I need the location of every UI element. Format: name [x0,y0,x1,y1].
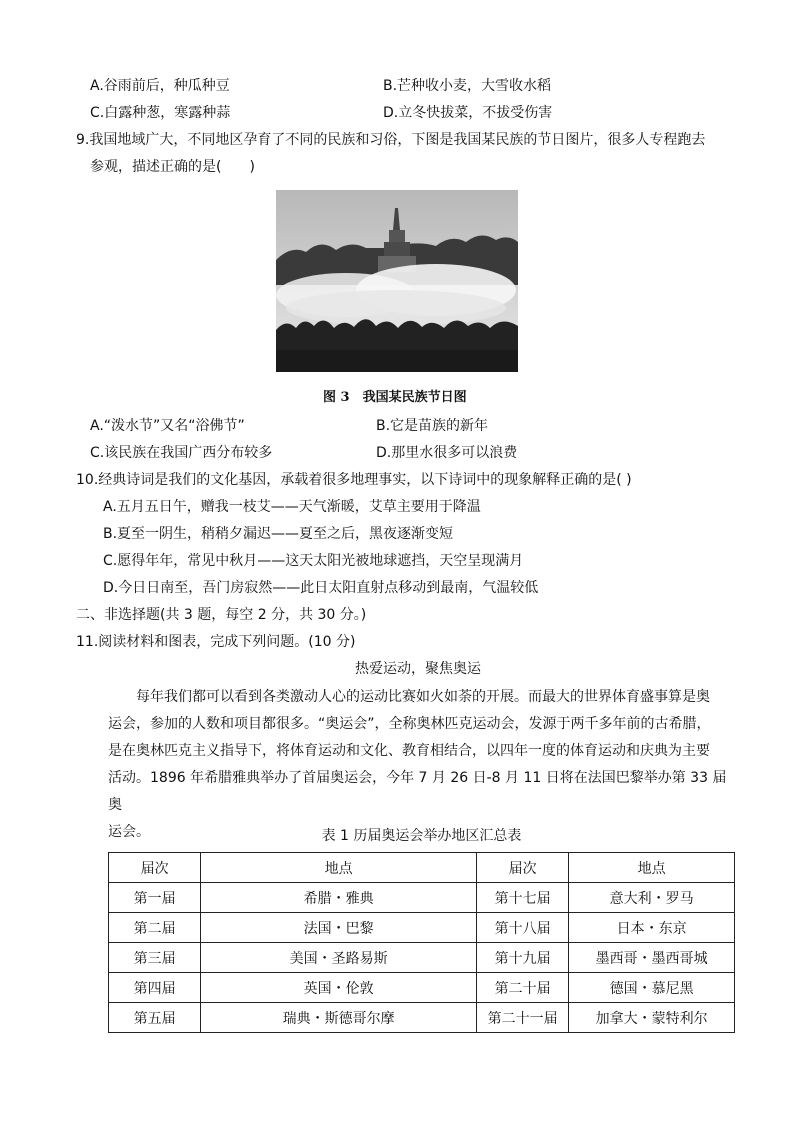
q10-option-b: B.夏至一阴生，稍稍夕漏迟——夏至之后，黑夜逐渐变短 [103,526,454,542]
material-paragraph [108,684,728,846]
q10-option-c: C.愿得年年，常见中秋月——这天太阳光被地球遮挡，天空呈现满月 [103,553,524,569]
table-cell: 意大利・罗马 [569,883,735,913]
section-heading: 二、非选择题(共 3 题，每空 2 分，共 30 分。) [76,607,367,623]
figure-caption: 图 3 我国某民族节日图 [323,390,467,405]
q9-stem-line1: 9.我国地域广大，不同地区孕育了不同的民族和习俗，下图是我国某民族的节日图片，很多人专程跑去 [76,132,706,148]
water-splashing-festival-image [276,190,518,372]
q9-option-b: B.它是苗族的新年 [376,418,489,434]
q9-stem-line2: 参观，描述正确的是( ) [90,159,255,175]
material-line: 每年我们都可以看到各类激动人心的运动比赛如火如荼的开展。而最大的世界体育盛事算是奥 [136,689,710,705]
q9-option-c: C.该民族在我国广西分布较多 [90,445,273,461]
material-line: 活动。1896 年希腊雅典举办了首届奥运会，今年 7 月 26 日-8 月 11 日将在法国巴黎举办第 33 届奥 [108,770,727,813]
table-cell: 美国・圣路易斯 [201,943,477,973]
table-cell: 第五届 [109,1003,201,1033]
table-cell: 第三届 [109,943,201,973]
table-cell: 第十八届 [476,913,568,943]
q9-option-d: D.那里水很多可以浪费 [376,445,518,461]
table-header: 地点 [569,853,735,883]
q8-option-a: A.谷雨前后，种瓜种豆 [90,78,230,94]
material-line: 是在奥林匹克主义指导下，将体育运动和文化、教育相结合，以四年一度的体育运动和庆典为主要 [108,743,710,759]
table-row [109,883,735,913]
table-cell: 第一届 [109,883,201,913]
q11-stem: 11.阅读材料和图表，完成下列问题。(10 分) [76,634,356,650]
table-row [109,1003,735,1033]
table-cell: 法国・巴黎 [201,913,477,943]
table-cell: 第二届 [109,913,201,943]
festival-photo [276,190,518,372]
q10-stem: 10.经典诗词是我们的文化基因，承载着很多地理事实，以下诗词中的现象解释正确的是( ) [76,472,632,488]
table-cell: 墨西哥・墨西哥城 [569,943,735,973]
table-cell: 德国・慕尼黑 [569,973,735,1003]
table-cell: 瑞典・斯德哥尔摩 [201,1003,477,1033]
material-line: 运会，参加的人数和项目都很多。“奥运会”，全称奥林匹克运动会，发源于两千多年前的古希腊， [108,716,711,732]
q8-option-d: D.立冬快拔菜，不拔受伤害 [383,105,553,121]
table-header: 届次 [109,853,201,883]
table-cell: 第二十届 [476,973,568,1003]
table-cell: 第十九届 [476,943,568,973]
q8-option-c: C.白露种葱，寒露种蒜 [90,105,231,121]
table-cell: 英国・伦敦 [201,973,477,1003]
table-cell: 加拿大・蒙特利尔 [569,1003,735,1033]
q10-option-a: A.五月五日午，赠我一枝艾——天气渐暖，艾草主要用于降温 [103,499,481,515]
table-row [109,943,735,973]
table-header-row [109,853,735,883]
table-row [109,913,735,943]
table-cell: 第十七届 [476,883,568,913]
table-cell: 第四届 [109,973,201,1003]
table-cell: 希腊・雅典 [201,883,477,913]
table-cell: 日本・东京 [569,913,735,943]
table-row [109,973,735,1003]
material-title: 热爱运动，聚焦奥运 [355,661,481,677]
olympics-host-table [108,852,735,1033]
table-cell: 第二十一届 [476,1003,568,1033]
q9-option-a: A.“泼水节”又名“浴佛节” [90,418,245,434]
material-line: 运会。 [108,824,150,840]
table-header: 届次 [476,853,568,883]
q8-option-b: B.芒种收小麦，大雪收水稻 [383,78,552,94]
table-header: 地点 [201,853,477,883]
table-caption: 表 1 历届奥运会举办地区汇总表 [321,828,522,844]
q10-option-d: D.今日日南至，吾门房寂然——此日太阳直射点移动到最南，气温较低 [103,580,539,596]
